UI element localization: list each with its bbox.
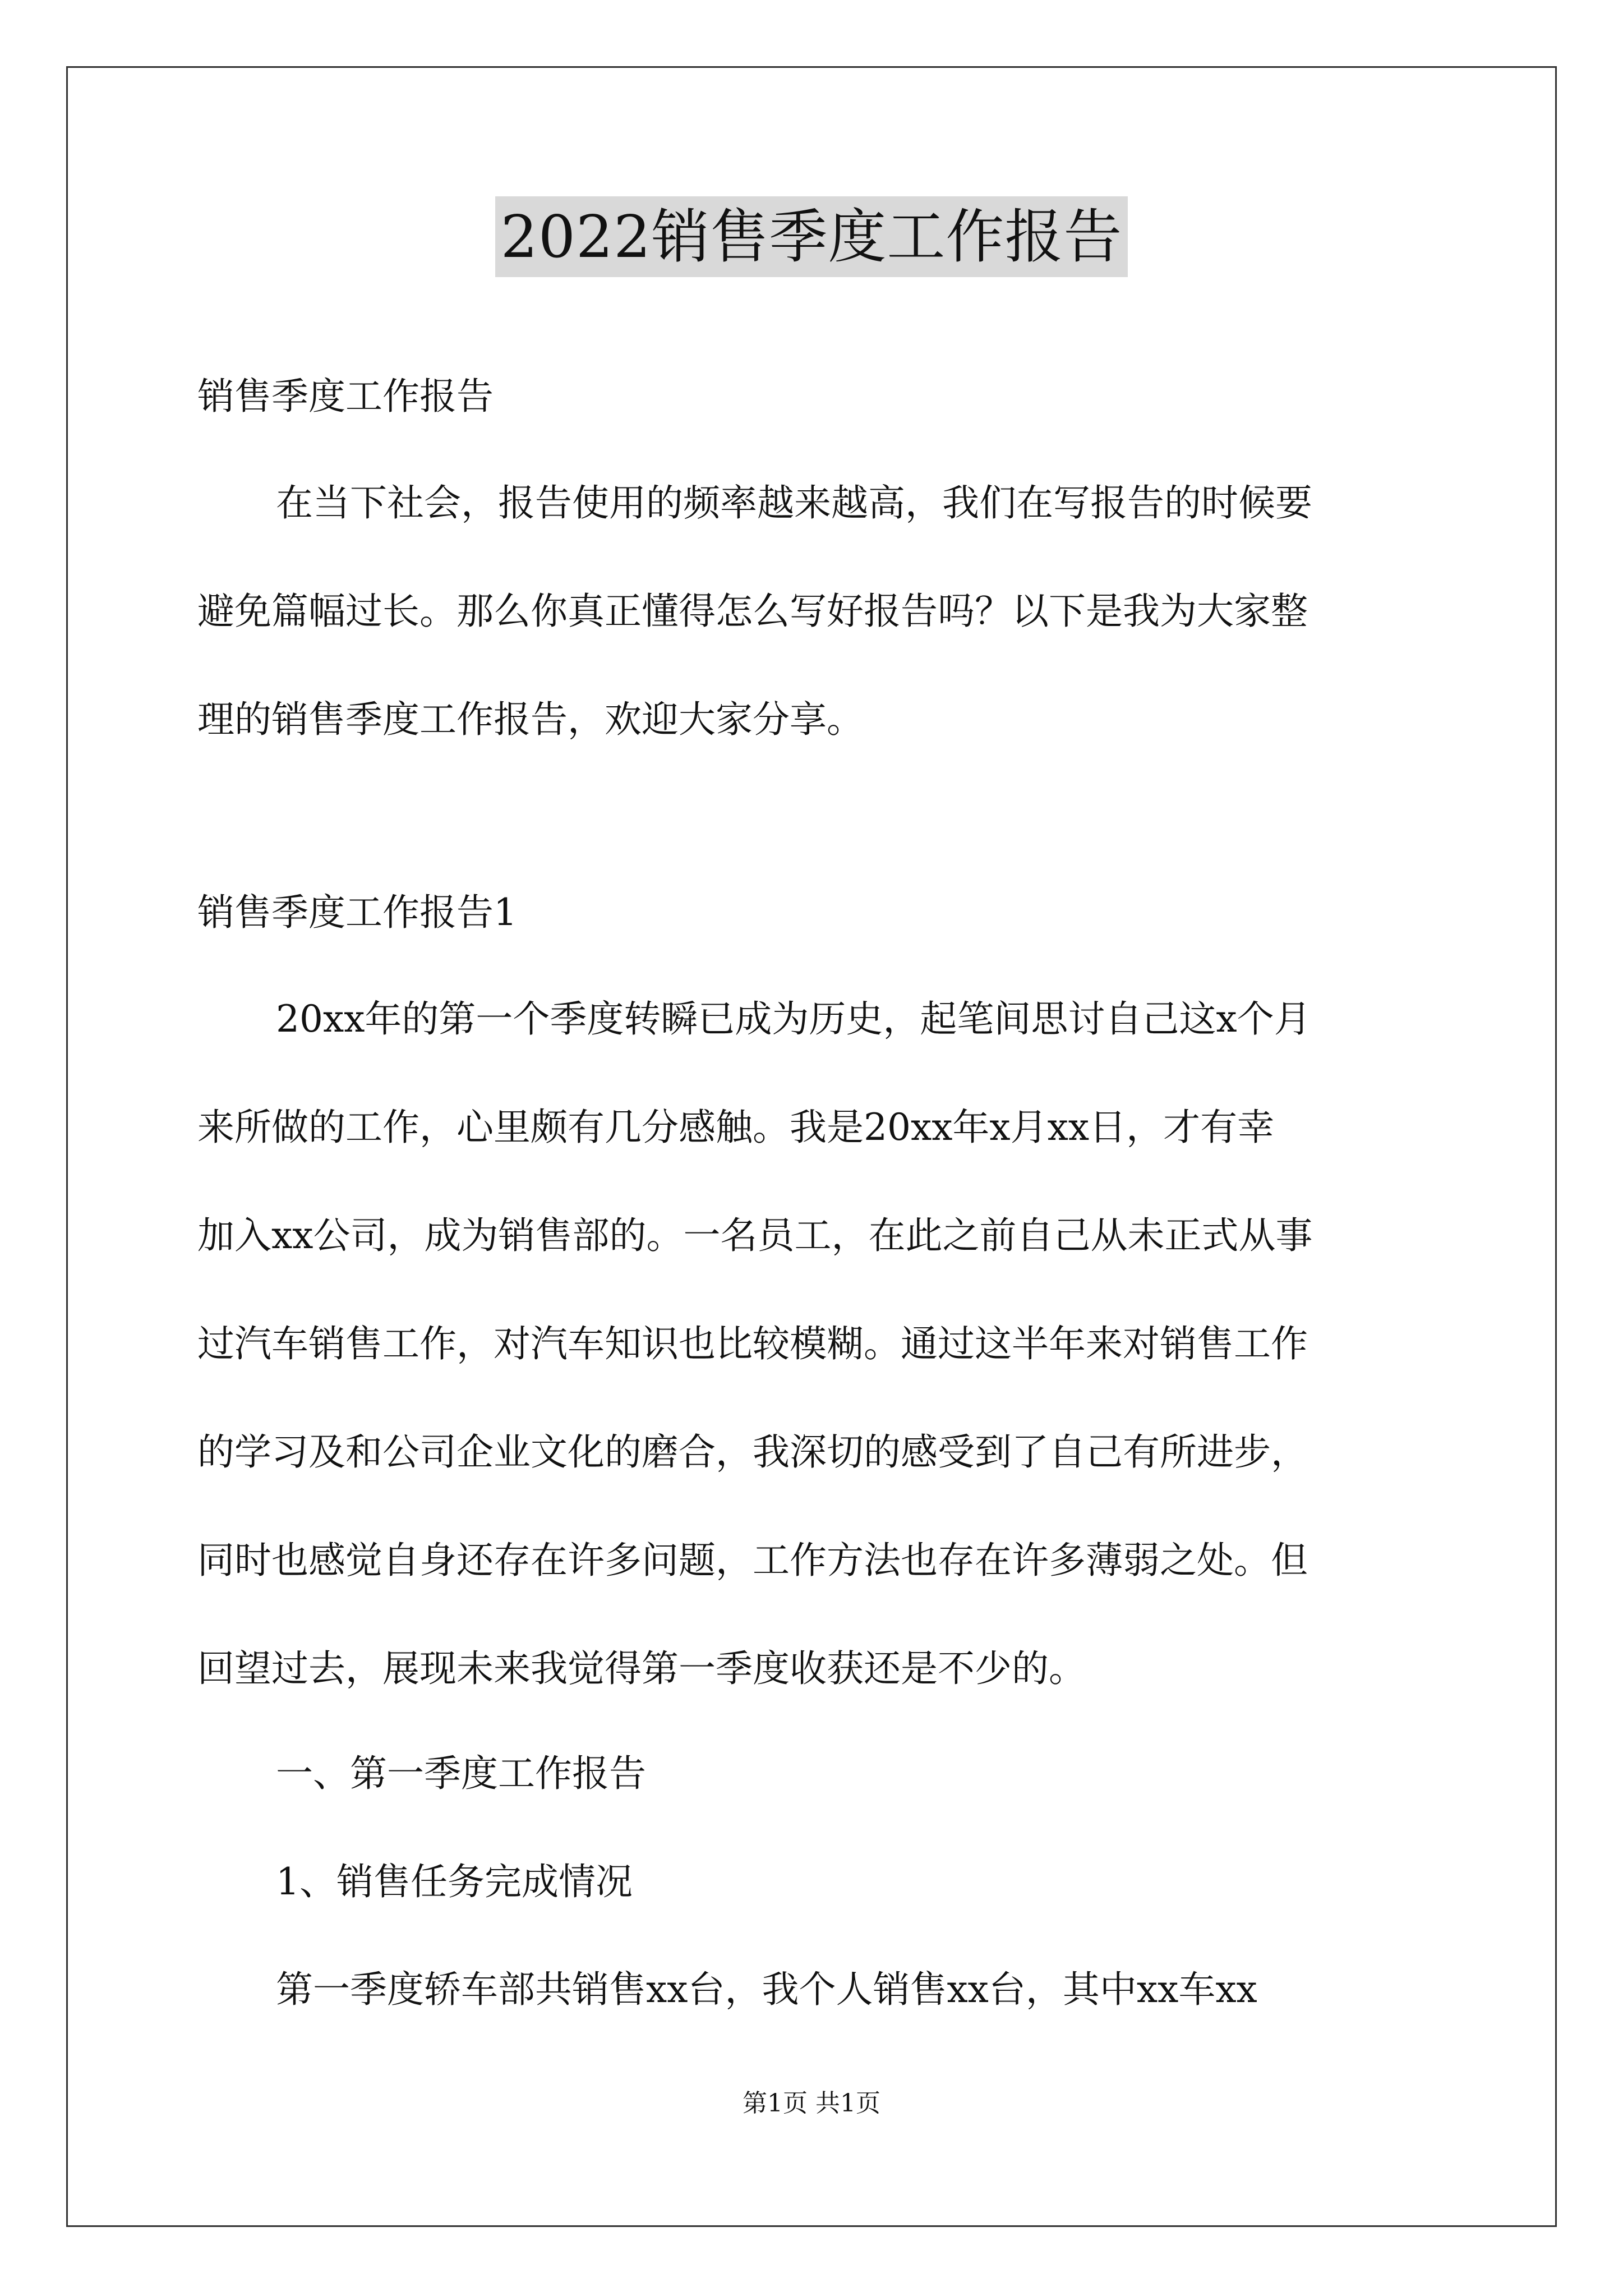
heading-sales-task: 1、销售任务完成情况 [276,1860,633,1903]
body-paragraph [197,965,1427,1723]
heading-first-quarter: 一、第一季度工作报告 [276,1752,646,1795]
body-line: 加入xx公司，成为销售部的。一名员工，在此之前自己从未正式从事 [197,1214,1313,1257]
intro-paragraph [197,449,1427,774]
intro-line: 理的销售季度工作报告，欢迎大家分享。 [197,698,864,741]
body-line: 来所做的工作，心里颇有几分感触。我是20xx年x月xx日，才有幸 [197,1106,1275,1149]
page-footer: 第1页 共1页 [743,2089,880,2118]
body-line: 回望过去，展现未来我觉得第一季度收获还是不少的。 [197,1647,1086,1690]
document-title: 2022销售季度工作报告 [495,196,1128,277]
body-line: 的学习及和公司企业文化的磨合，我深切的感受到了自己有所进步， [197,1430,1308,1474]
body-last-line: 第一季度轿车部共销售xx台，我个人销售xx台，其中xx车xx [276,1968,1257,2011]
body-line: 20xx年的第一个季度转瞬已成为历史，起笔间思讨自己这x个月 [276,997,1311,1041]
section-title: 销售季度工作报告1 [197,891,517,934]
subtitle: 销售季度工作报告 [197,375,494,418]
title-container [0,196,1623,277]
body-line: 同时也感觉自身还存在许多问题，工作方法也存在许多薄弱之处。但 [197,1539,1308,1582]
intro-line: 避免篇幅过长。那么你真正懂得怎么写好报告吗？以下是我为大家整 [197,590,1308,633]
body-line: 过汽车销售工作，对汽车知识也比较模糊。通过这半年来对销售工作 [197,1322,1308,1365]
intro-line: 在当下社会，报告使用的频率越来越高，我们在写报告的时候要 [276,481,1312,524]
